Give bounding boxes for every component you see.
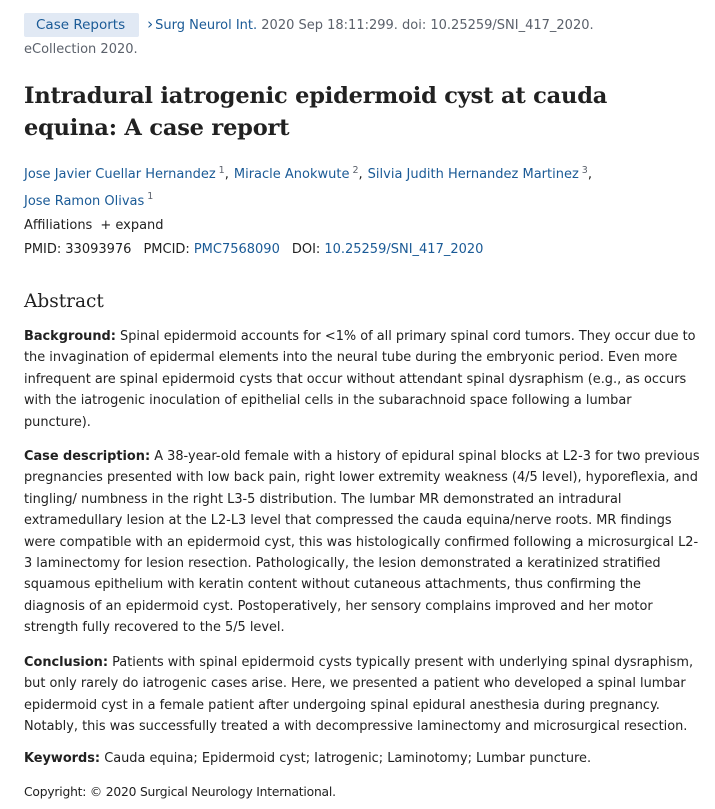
abstract-heading: Abstract <box>24 291 104 312</box>
keywords <box>24 748 700 769</box>
citation-details: 2020 Sep 18:11:299. doi: 10.25259/SNI_417_2020. <box>257 18 594 33</box>
conclusion-text: Patients with spinal epidermoid cysts typically present with underlying spinal dysraphism, but only rarely do iatrogenic cases arise. Here, we presented a patient who developed a spinal lumbar epidermoid cyst in a female patient after undergoing spinal epidural anesthesia during pregnancy. Notably, this was successfully treated a with decompressive laminectomy and microsurgical resection. <box>24 655 694 735</box>
doi-link[interactable]: 10.25259/SNI_417_2020 <box>324 242 484 257</box>
author-separator: , <box>358 167 363 183</box>
abstract-case-description <box>24 446 700 639</box>
case-label: Case description: <box>24 449 151 464</box>
pmcid-link[interactable]: PMC7568090 <box>193 242 280 257</box>
affiliations-label: Affiliations <box>24 218 93 233</box>
identifiers-row <box>24 240 483 260</box>
keywords-text: Cauda equina; Epidermoid cyst; Iatrogenic; Laminotomy; Lumbar puncture. <box>100 751 592 766</box>
author-list <box>24 160 664 213</box>
affiliation-ref[interactable]: 1 <box>218 165 225 176</box>
author-link[interactable]: Jose Javier Cuellar Hernandez $^1$ <box>24 165 225 183</box>
copyright-text: Copyright: © 2020 Surgical Neurology International. <box>24 785 336 799</box>
conclusion-label: Conclusion: <box>24 655 109 670</box>
affiliations-toggle <box>24 216 164 236</box>
expand-affiliations-button[interactable]: + expand <box>100 218 164 233</box>
case-text: A 38-year-old female with a history of epidural spinal blocks at L2-3 for two previous pregnancies presented with low back pain, right lower extremity weakness (4/5 level), hyporeflexia, and tingling/ numbness in the right L3-5 distribution. The lumbar MR demonstrated an intradural extramedullary lesion at the L2-L3 level that compressed the cauda equina/nerve roots. MR findings were compatible with an epidermoid cyst, this was histologically confirmed following a microsurgical L2-3 laminectomy for lesion resection. Pathologically, the lesion demonstrated a keratinized stratified squamous epithelium with keratin content without cutaneous attachments, thus confirming the diagnosis of an epidermoid cyst. Postoperatively, her sensory complains improved and her motor strength fully recovered to the 5/5 level. <box>24 449 700 636</box>
publication-type-badge[interactable]: Case Reports <box>24 13 139 37</box>
ecollection-text: eCollection 2020. <box>24 42 138 57</box>
affiliation-ref[interactable]: 3 <box>581 165 588 176</box>
author-link[interactable]: Miracle Anokwute $^2$ <box>233 165 359 183</box>
pmcid-label: PMCID: <box>143 242 190 257</box>
abstract-background <box>24 326 700 433</box>
affiliation-ref[interactable]: 2 <box>352 165 359 176</box>
citation-bar <box>24 13 700 61</box>
pmid-value: 33093976 <box>65 242 132 257</box>
keywords-label: Keywords: <box>24 751 101 766</box>
abstract-conclusion <box>24 652 700 738</box>
background-label: Background: <box>24 329 116 344</box>
article-title: Intradural iatrogenic epidermoid cyst at cauda equina: A case report <box>24 83 608 141</box>
author-separator: , <box>224 167 229 183</box>
chevron-right-icon: › <box>147 15 154 33</box>
journal-link[interactable]: Surg Neurol Int. <box>155 18 258 33</box>
affiliation-ref[interactable]: 1 <box>147 191 154 203</box>
author-link[interactable]: Silvia Judith Hernandez Martinez $^3$ <box>367 165 588 183</box>
background-text: Spinal epidermoid accounts for <1% of all primary spinal cord tumors. They occur due to the invagination of epidermal elements into the neural tube during the embryonic period. Even more infrequent are spinal epidermoid cysts that occur without attendant spinal dysraphism (e.g., as occurs with the iatrogenic inoculation of epithelial cells in the subarachnoid space following a lumbar puncture). <box>24 329 696 430</box>
pmid-label: PMID: <box>24 242 62 257</box>
author-separator: , <box>587 167 592 183</box>
author-link[interactable]: Jose Ramon Olivas $^1$ <box>24 191 154 209</box>
doi-label: DOI: <box>291 242 321 257</box>
